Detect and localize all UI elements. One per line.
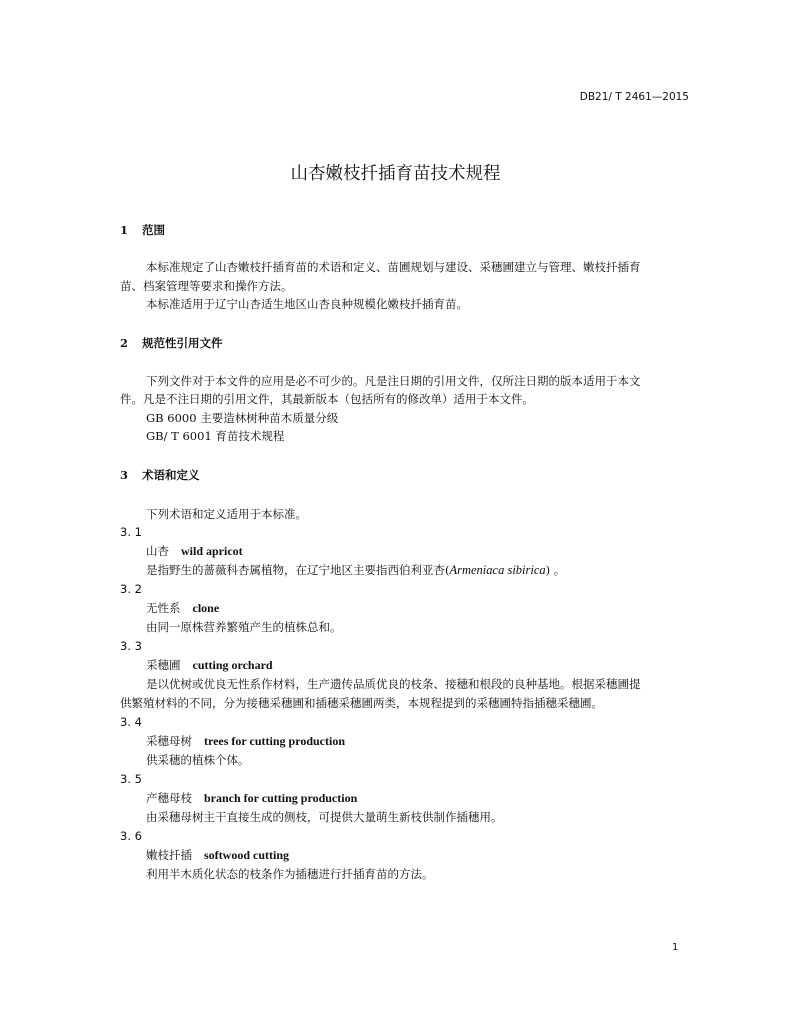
section-title: 术语和定义 [142,468,200,482]
section-title: 规范性引用文件 [142,336,223,350]
term-definition-line-2: 供繁殖材料的不同，分为接穗采穗圃和插穗采穗圃两类，本规程提到的采穗圃特指插穗采穗圃。 [120,696,603,710]
section-1-paragraph-1-line-2: 苗、档案管理等要求和操作方法。 [120,279,293,293]
section-title: 范围 [142,223,165,237]
term-english: branch for cutting production [204,791,358,805]
term-definition: 由采穗母树主干直接生成的侧枝，可提供大量萌生新枝供制作插穗用。 [146,810,503,824]
term-english: cutting orchard [192,658,273,672]
term-chinese: 采穗圃 [146,658,181,672]
term-definition: 供采穗的植株个体。 [146,753,250,767]
term-definition [146,562,565,578]
term-chinese: 产穗母枝 [146,791,192,805]
section-1-paragraph-2: 本标准适用于辽宁山杏适生地区山杏良种规模化嫩枝扦插育苗。 [146,297,468,311]
section-1-paragraph-1-line-1: 本标准规定了山杏嫩枝扦插育苗的术语和定义、苗圃规划与建设、采穗圃建立与管理、嫩枝扦插育 [146,260,641,274]
term-number: 3. 5 [120,772,142,786]
term-heading [146,543,243,559]
term-definition: 由同一原株营养繁殖产生的植株总和。 [146,620,342,634]
term-definition: 利用半木质化状态的枝条作为插穗进行扦插育苗的方法。 [146,867,434,881]
term-chinese: 无性系 [146,601,181,615]
term-english: clone [192,601,220,615]
term-heading [146,790,357,806]
definition-text-end: ) 。 [545,563,566,577]
section-number: 3 [120,468,129,482]
term-heading [146,657,273,673]
normative-reference-1: GB 6000 主要造林树种苗木质量分级 [146,411,339,425]
section-number: 2 [120,336,129,350]
term-number: 3. 4 [120,715,142,729]
section-2-heading [120,335,223,351]
term-chinese: 采穗母树 [146,734,192,748]
document-title: 山杏嫩枝扦插育苗技术规程 [290,164,501,184]
term-number: 3. 3 [120,639,142,653]
page-number: 1 [672,942,679,953]
term-english: softwood cutting [204,848,290,862]
latin-name: Armeniaca sibirica [449,563,546,577]
term-number: 3. 2 [120,582,142,596]
term-english: trees for cutting production [204,734,345,748]
term-heading [146,600,219,616]
term-chinese: 山杏 [146,544,169,558]
definition-text: 是指野生的蔷薇科杏属植物，在辽宁地区主要指西伯利亚杏( [146,563,450,577]
section-3-intro: 下列术语和定义适用于本标准。 [146,507,307,521]
term-chinese: 嫩枝扦插 [146,848,192,862]
term-number: 3. 1 [120,525,142,539]
standard-code: DB21/ T 2461—2015 [579,91,689,103]
normative-reference-2: GB/ T 6001 育苗技术规程 [146,429,285,443]
section-number: 1 [120,223,129,237]
section-2-paragraph-1-line-1: 下列文件对于本文件的应用是必不可少的。凡是注日期的引用文件，仅所注日期的版本适用于本文 [146,374,641,388]
term-number: 3. 6 [120,829,142,843]
term-heading [146,733,345,749]
section-2-paragraph-1-line-2: 件。凡是不注日期的引用文件，其最新版本（包括所有的修改单）适用于本文件。 [120,392,534,406]
term-english: wild apricot [181,544,243,558]
section-1-heading [120,222,165,238]
term-heading [146,847,289,863]
section-3-heading [120,467,200,483]
term-definition-line-1: 是以优树或优良无性系作材料，生产遗传品质优良的枝条、接穗和根段的良种基地。根据采穗圃提 [146,677,641,691]
